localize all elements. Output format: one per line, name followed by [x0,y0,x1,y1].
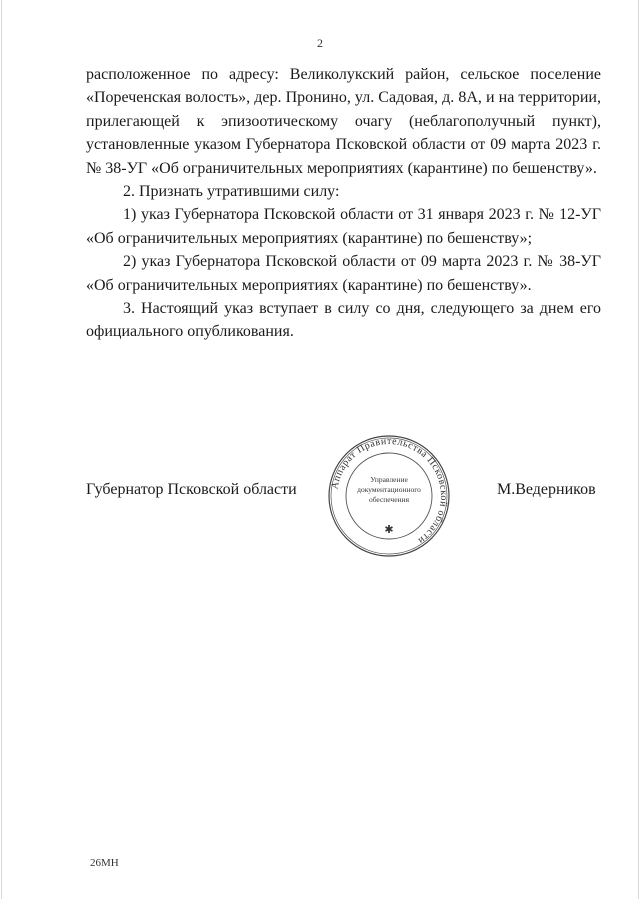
paragraph-subitem-2: 2) указ Губернатора Псковской области от 09 марта 2023 г. № 38-УГ «Об ограничительных мероприятиях (карантине) по бешенству». [86,253,601,294]
seal-inner-line-1: Управление [370,475,408,484]
page-number: 2 [317,36,323,50]
signatory-name: М.Ведерников [497,481,596,498]
document-body [86,63,601,344]
document-code: 26МН [90,857,119,869]
paragraph-item-2: 2. Признать утратившими силу: [123,183,340,201]
signatory-title: Губернатор Псковской области [86,481,297,498]
paragraph-item-3: 3. Настоящий указ вступает в силу со дня, следующего за днем его официального опубликования. [86,300,601,341]
official-seal [327,434,451,558]
seal-inner-line-2: документационного [357,485,421,494]
seal-outer-text: Аппарат Правительства Псковской области [329,435,450,547]
paragraph-subitem-1: 1) указ Губернатора Псковской области от 31 января 2023 г. № 12-УГ «Об ограничительных мероприятиях (карантине) по бешенству»; [86,206,601,247]
seal-star-icon: ✱ [384,523,394,536]
seal-inner-line-3: обеспечения [368,495,410,504]
scan-edge-right [638,0,639,899]
paragraph-continuation: расположенное по адресу: Великолукский район, сельское поселение «Пореченская волость», дер. Пронино, ул. Садовая, д. 8А, и на территории, прилегающей к эпизоотическому очагу (неблагополучный пункт), установленные указом Губернатора Псковской области от 09 марта 2023 г. № 38-УГ «Об ограничительных мероприятиях (карантине) по бешенству». [86,66,601,177]
scan-edge-left [1,0,2,899]
